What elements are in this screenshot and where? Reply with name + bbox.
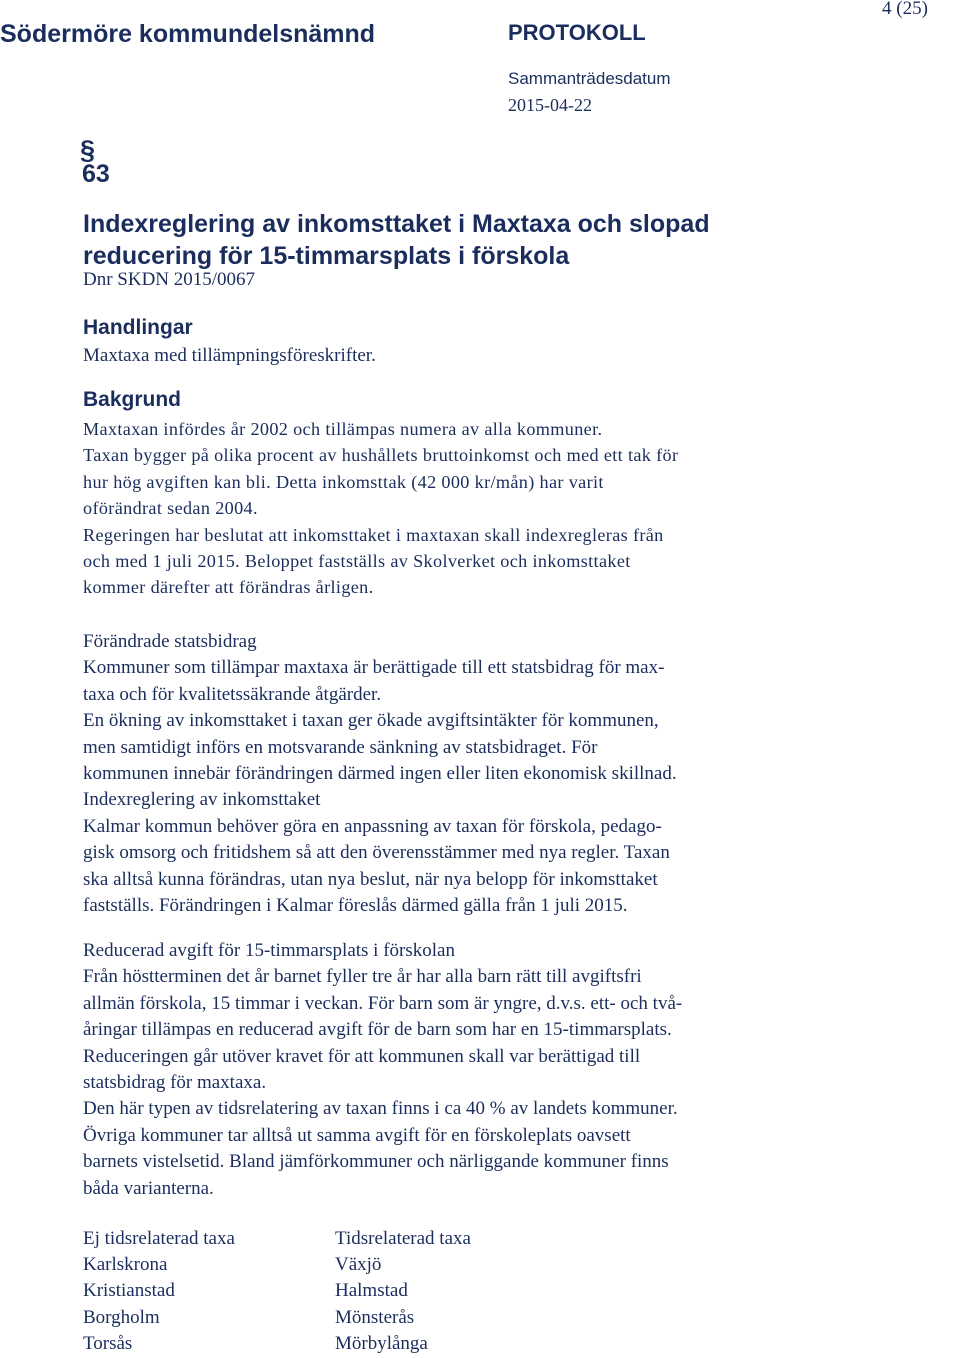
text-line: Regeringen har beslutat att inkomsttaket i maxtaxan skall indexregleras från	[83, 524, 664, 545]
section-title	[83, 208, 710, 272]
municipality-item: Halmstad	[335, 1280, 408, 1302]
text-line: hur hög avgiften kan bli. Detta inkomsttak (42 000 kr/mån) har varit	[83, 471, 604, 492]
text-line: men samtidigt införs en motsvarande sänkning av statsbidraget. För	[83, 736, 598, 758]
text-line: kommer därefter att förändras årligen.	[83, 577, 374, 598]
text-line: Övriga kommuner tar alltså ut samma avgift för en förskoleplats oavsett	[83, 1124, 631, 1146]
text-line: fastställs. Förändringen i Kalmar föreslås därmed gälla från 1 juli 2015.	[83, 895, 628, 917]
text-line: allmän förskola, 15 timmar i veckan. För barn som är yngre, d.v.s. ett- och två-	[83, 992, 683, 1014]
text-line: Från höstterminen det år barnet fyller tre år har alla barn rätt till avgiftsfri	[83, 966, 642, 988]
text-line: Den här typen av tidsrelatering av taxan finns i ca 40 % av landets kommuner.	[83, 1098, 678, 1120]
statsbidrag-paragraph	[83, 629, 677, 919]
text-line: kommunen innebär förändringen därmed ingen eller liten ekonomisk skillnad.	[83, 763, 677, 785]
diary-number: Dnr SKDN 2015/0067	[83, 269, 256, 290]
text-line: statsbidrag för maxtaxa.	[83, 1072, 267, 1094]
municipality-item: Mönsterås	[335, 1306, 415, 1328]
text-line: Kalmar kommun behöver göra en anpassning av taxan för förskola, pedago-	[83, 815, 662, 837]
handlingar-text: Maxtaxa med tillämpningsföreskrifter.	[83, 345, 376, 366]
column-header: Tidsrelaterad taxa	[335, 1228, 471, 1249]
text-line: oförändrat sedan 2004.	[83, 498, 258, 519]
bakgrund-paragraph	[83, 416, 678, 601]
text-line: gisk omsorg och fritidshem så att den överensstämmer med nya regler. Taxan	[83, 842, 670, 864]
text-line: båda varianterna.	[83, 1177, 214, 1199]
text-line: barnets vistelsetid. Bland jämförkommuner och närliggande kommuner finns	[83, 1151, 669, 1173]
municipality-item: Borgholm	[83, 1306, 160, 1328]
heading-bakgrund: Bakgrund	[83, 388, 182, 411]
organization-name: Södermöre kommundelsnämnd	[0, 20, 376, 48]
document-type: PROTOKOLL	[508, 20, 646, 45]
reducerad-paragraph	[83, 938, 682, 1202]
section-number: 63	[82, 160, 110, 188]
municipality-item: Kristianstad	[83, 1280, 175, 1302]
municipality-item: Torsås	[83, 1332, 133, 1354]
column-header: Ej tidsrelaterad taxa	[83, 1228, 235, 1249]
text-line: och med 1 juli 2015. Beloppet fastställs av Skolverket och inkomsttaket	[83, 551, 631, 572]
meeting-date: 2015-04-22	[508, 95, 592, 115]
time-related-column	[335, 1226, 471, 1357]
subheading-statsbidrag: Förändrade statsbidrag	[83, 631, 257, 652]
subheading-indexreglering: Indexreglering av inkomsttaket	[83, 789, 321, 811]
text-line: Kommuner som tillämpar maxtaxa är berättigade till ett statsbidrag för max-	[83, 657, 665, 679]
municipality-item: Mörbylånga	[335, 1332, 428, 1354]
section-symbol: §	[80, 135, 96, 165]
text-line: Maxtaxan infördes år 2002 och tillämpas numera av alla kommuner.	[83, 419, 603, 439]
heading-handlingar: Handlingar	[83, 316, 193, 339]
text-line: ska alltså kunna förändras, utan nya beslut, när nya belopp för inkomsttaket	[83, 868, 658, 890]
municipality-item: Karlskrona	[83, 1254, 168, 1276]
text-line: Reduceringen går utöver kravet för att kommunen skall var berättigad till	[83, 1045, 641, 1067]
municipality-item: Växjö	[335, 1254, 382, 1276]
subheading-reducerad: Reducerad avgift för 15-timmarsplats i förskolan	[83, 940, 455, 961]
section-title-line: reducering för 15-timmarsplats i förskola	[83, 242, 570, 270]
text-line: taxa och för kvalitetssäkrande åtgärder.	[83, 683, 382, 705]
text-line: åringar tillämpas en reducerad avgift för de barn som har en 15-timmarsplats.	[83, 1019, 672, 1041]
text-line: Taxan bygger på olika procent av hushållets bruttoinkomst och med ett tak för	[83, 445, 679, 466]
meeting-date-label: Sammanträdesdatum	[508, 69, 671, 88]
section-title-line: Indexreglering av inkomsttaket i Maxtaxa och slopad	[83, 210, 710, 238]
page-indicator: 4 (25)	[882, 0, 928, 19]
non-time-related-column	[83, 1226, 235, 1357]
text-line: En ökning av inkomsttaket i taxan ger ökade avgiftsintäkter för kommunen,	[83, 710, 659, 732]
